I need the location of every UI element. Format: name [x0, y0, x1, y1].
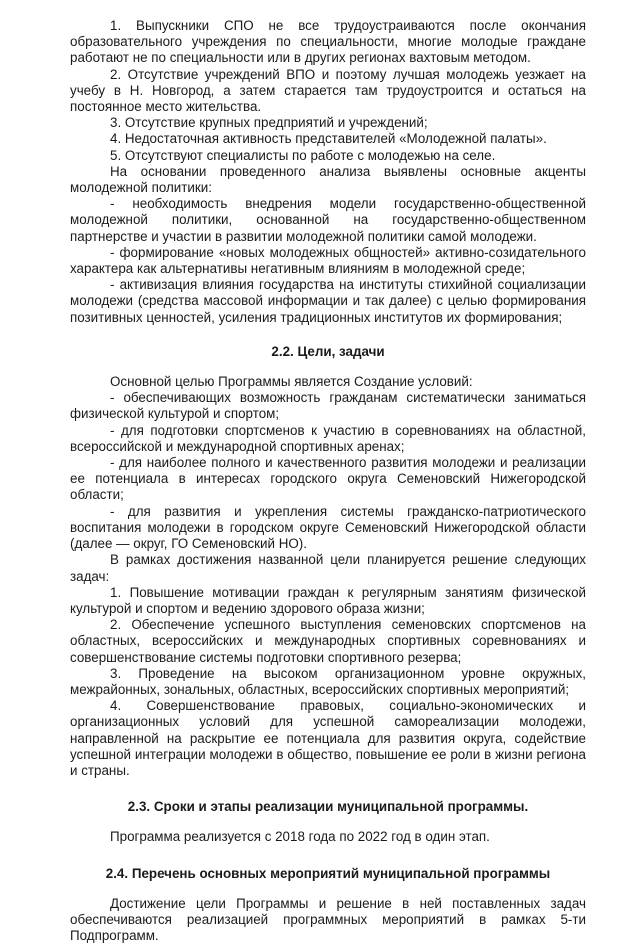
problem-item: 2. Отсутствие учреждений ВПО и поэтому лучшая молодежь уезжает на учебу в Н. Новгород, а затем старается там трудоустроится и остаться на постоянное место жительства.: [70, 66, 586, 115]
condition-item: - для развития и укрепления системы гражданско-патриотического воспитания молодежи в городском округе Семеновский Нижегородской области (далее — округ, ГО Семеновский НО).: [70, 503, 586, 552]
problem-item: 5. Отсутствуют специалисты по работе с молодежью на селе.: [110, 147, 496, 163]
task-item: 1. Повышение мотивации граждан к регулярным занятиям физической культурой и спортом и ведению здорового образа жизни;: [70, 584, 586, 616]
accent-item: - активизация влияния государства на институты стихийной социализации молодежи (средства массовой информации и так далее) с целью формирования позитивных ценностей, усиления традиционных институтов их формирования;: [70, 277, 586, 325]
condition-item: - для наиболее полного и качественного развития молодежи и реализации ее потенциала в интересах городского округа Семеновский Нижегородской области;: [70, 455, 586, 503]
document-page: [70, 18, 586, 944]
section-heading-terms: 2.3. Сроки и этапы реализации муниципальной программы.: [127, 799, 529, 815]
terms-text: Программа реализуется с 2018 года по 2022 год в один этап.: [110, 829, 490, 845]
goal-intro: Основной целью Программы является Создание условий:: [110, 374, 473, 390]
task-item: 3. Проведение на высоком организационном уровне окружных, межрайонных, зональных, областных, всероссийских спортивных мероприятий;: [70, 665, 586, 697]
task-item: 2. Обеспечение успешного выступления семеновских спортсменов на областных, всероссийских и международных спортивных соревнованиях и совершенствование системы подготовки спортивного резерва;: [70, 617, 586, 665]
condition-item: - для подготовки спортсменов к участию в соревнованиях на областной, всероссийской и международной спортивных аренах;: [70, 422, 586, 454]
problem-item: 1. Выпускники СПО не все трудоустраиваются после окончания образовательного учреждения по специальности, многие молодые граждане работают не по специальности или в других регионах вахтовым методом.: [70, 18, 586, 66]
problem-item: 4. Недостаточная активность представителей «Молодежной палаты».: [110, 131, 547, 147]
condition-item: - обеспечивающих возможность гражданам систематически заниматься физической культурой и спортом;: [70, 390, 586, 422]
task-item: 4. Совершенствование правовых, социально-экономических и организационных условий для успешной самореализации молодежи, направленной на раскрытие ее потенциала для развития округа, содействие успешной интеграции молодежи в общество, повышение ее роли в жизни региона и страны.: [70, 698, 586, 778]
accent-item: - необходимость внедрения модели государственно-общественной молодежной политики, основанной на государственно-общественном партнерстве и участии в развитии молодежной политики самой молодежи.: [70, 196, 586, 244]
problem-item: 3. Отсутствие крупных предприятий и учреждений;: [110, 115, 428, 131]
section-heading-events: 2.4. Перечень основных мероприятий муниципальной программы: [105, 865, 551, 881]
events-text: Достижение цели Программы и решение в ней поставленных задач обеспечиваются реализацией программных мероприятий в рамках 5-ти Подпрограмм.: [70, 895, 586, 944]
accent-item: - формирование «новых молодежных общностей» активно-созидательного характера как альтернативы негативным влияниям в молодежной среде;: [70, 244, 586, 277]
tasks-intro: В рамках достижения названной цели планируется решение следующих задач:: [70, 552, 586, 584]
section-heading-goals: 2.2. Цели, задачи: [271, 343, 385, 359]
accents-intro: На основании проведенного анализа выявлены основные акценты молодежной политики:: [70, 163, 586, 196]
